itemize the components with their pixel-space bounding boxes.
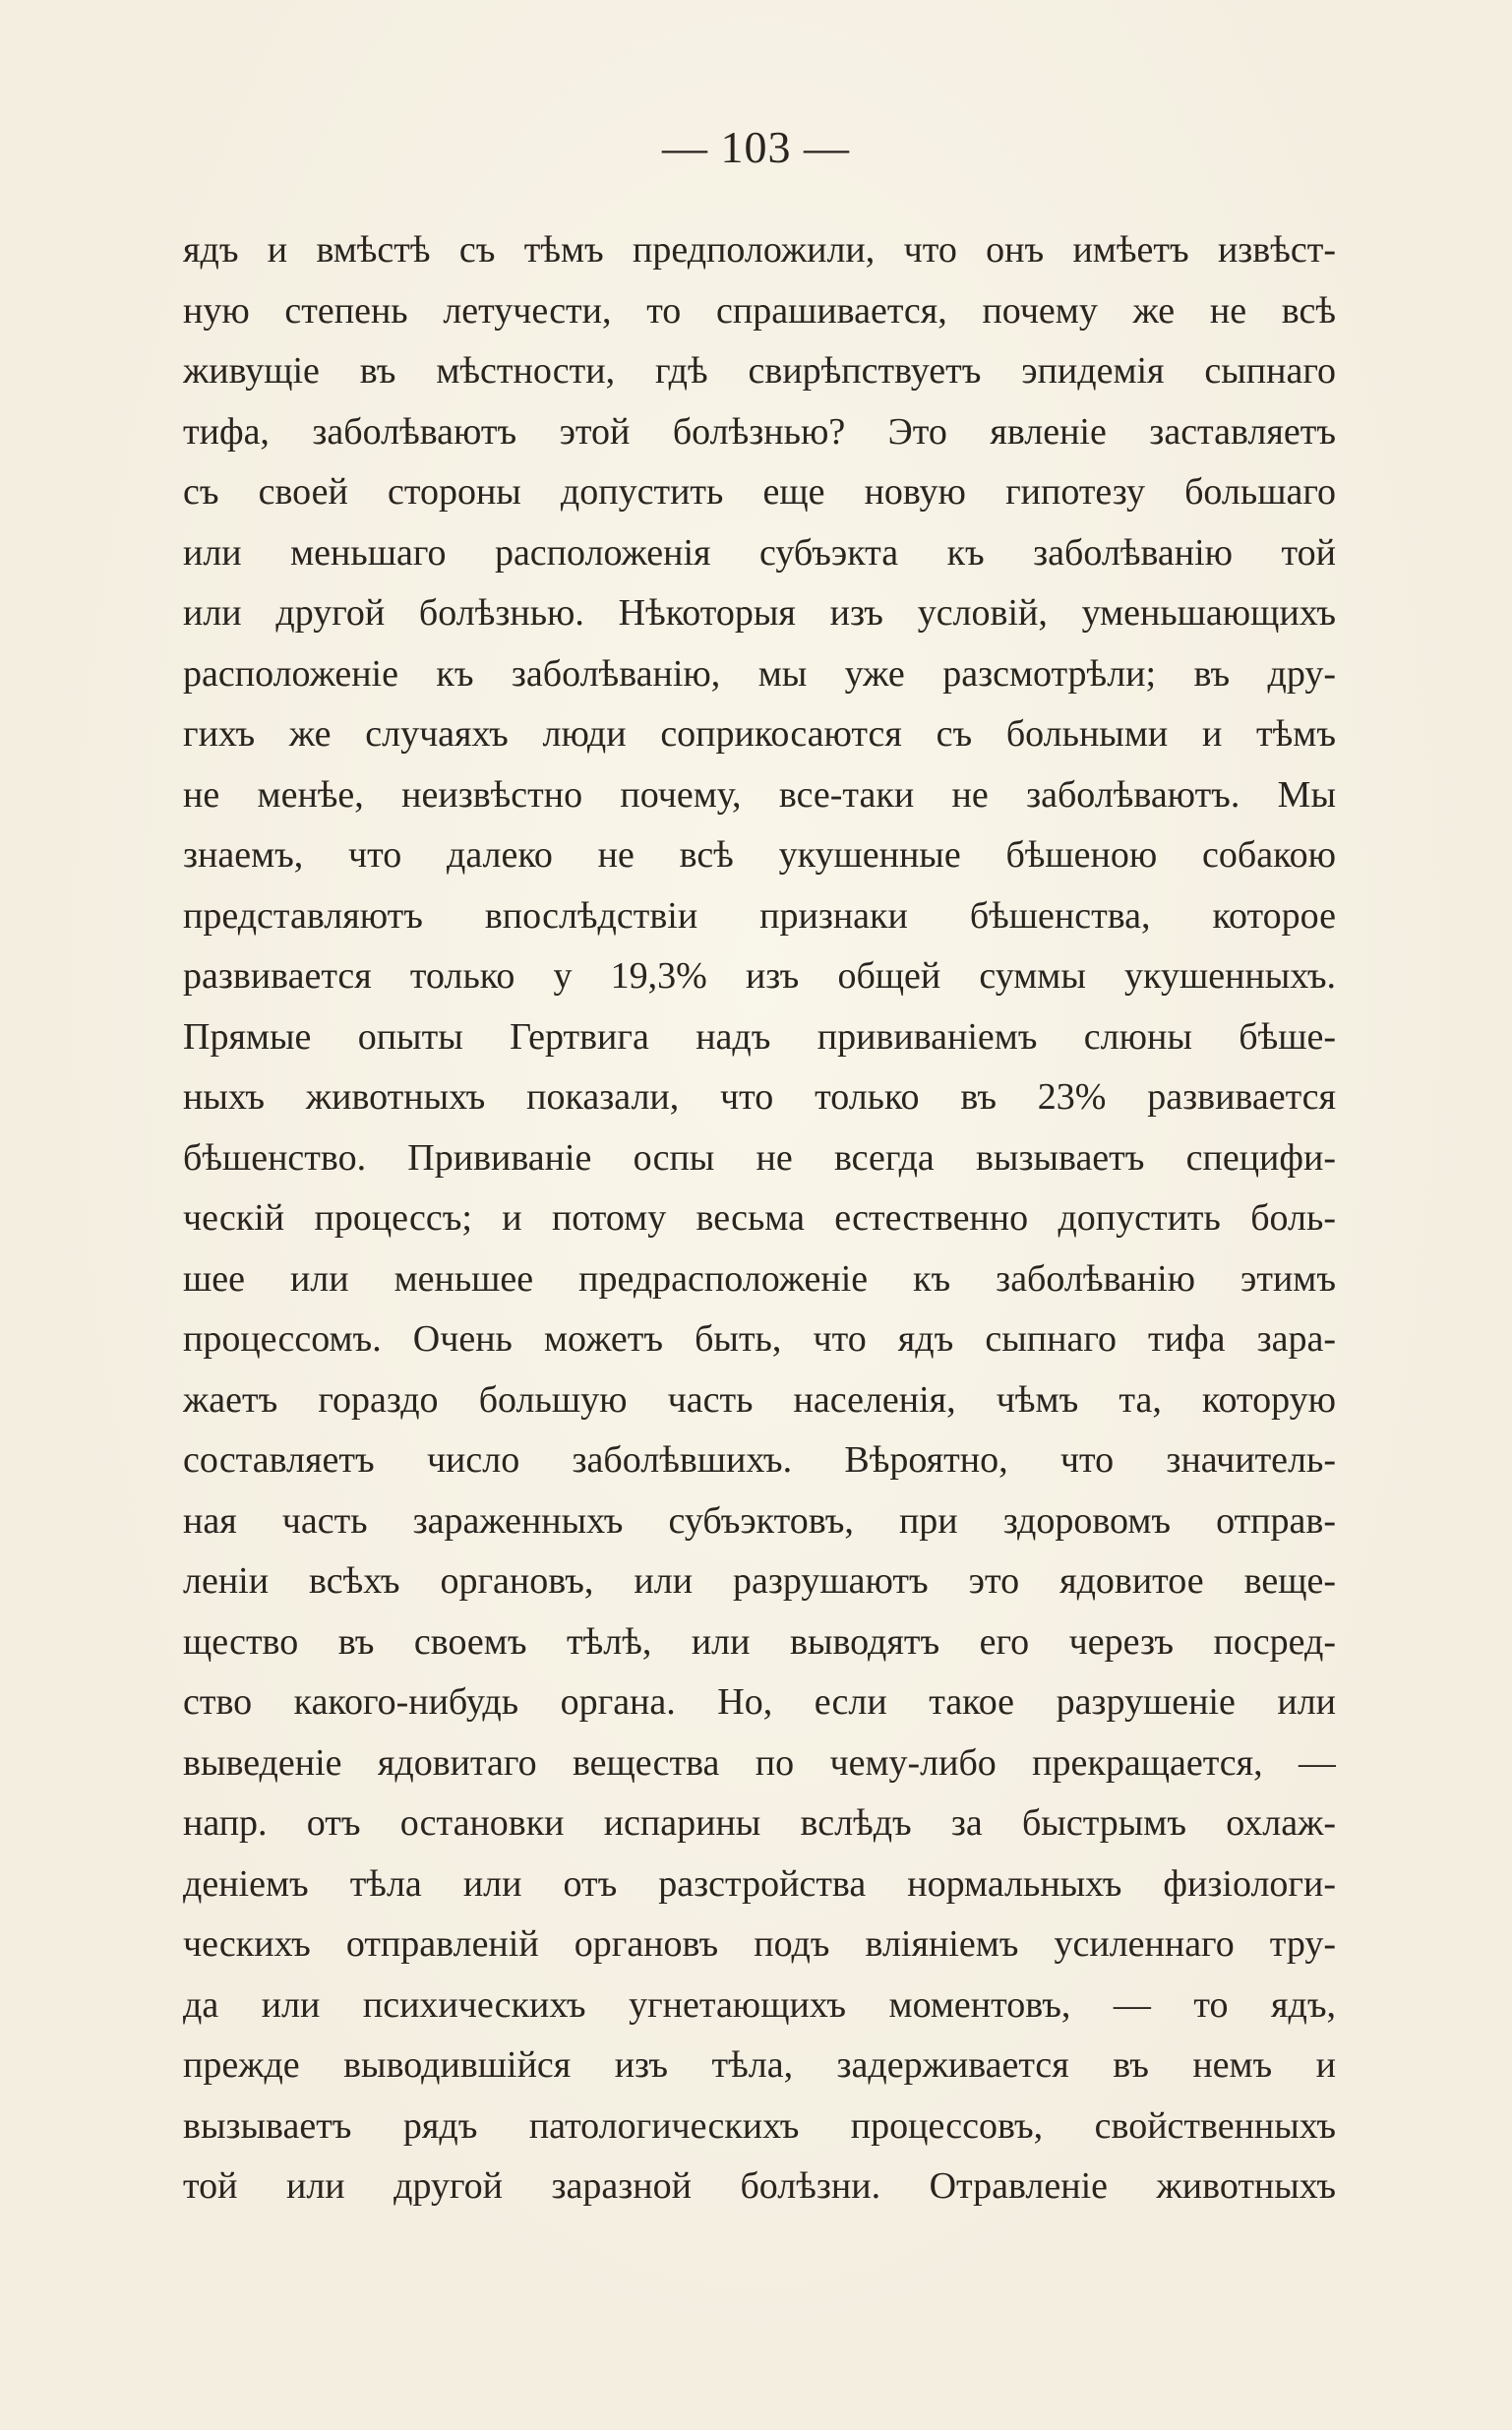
text-line: бѣшенство. Прививаніе оспы не всегда вызываетъ специфи- (183, 1136, 1336, 1179)
text-line: ная часть зараженныхъ субъэктовъ, при здоровомъ отправ- (183, 1499, 1336, 1542)
text-line: знаемъ, что далеко не всѣ укушенные бѣшеною собакою (183, 834, 1336, 876)
text-line: тифа, заболѣваютъ этой болѣзнью? Это явленіе заставляетъ (183, 410, 1336, 453)
text-line: той или другой заразной болѣзни. Отравленіе животныхъ (183, 2165, 1336, 2207)
text-line: гихъ же случаяхъ люди соприкосаются съ больными и тѣмъ (183, 713, 1336, 755)
text-line: вызываетъ рядъ патологическихъ процессовъ, свойственныхъ (183, 2104, 1336, 2147)
text-line: Прямые опыты Гертвига надъ прививаніемъ слюны бѣше- (183, 1015, 1336, 1058)
text-line: да или психическихъ угнетающихъ моментовъ, — то ядъ, (183, 1983, 1336, 2026)
text-line: ядъ и вмѣстѣ съ тѣмъ предположили, что онъ имѣетъ извѣст- (183, 229, 1336, 271)
text-line: жаетъ гораздо большую часть населенія, чѣмъ та, которую (183, 1378, 1336, 1421)
text-line: деніемъ тѣла или отъ разстройства нормальныхъ физіологи- (183, 1862, 1336, 1905)
text-line: щество въ своемъ тѣлѣ, или выводятъ его черезъ посред- (183, 1620, 1336, 1663)
text-line: леніи всѣхъ органовъ, или разрушаютъ это ядовитое веще- (183, 1560, 1336, 1602)
text-line: расположеніе къ заболѣванію, мы уже разсмотрѣли; въ дру- (183, 652, 1336, 695)
text-line: развивается только у 19,3% изъ общей суммы укушенныхъ. (183, 955, 1336, 997)
text-line: живущіе въ мѣстности, гдѣ свирѣпствуетъ эпидемія сыпнаго (183, 350, 1336, 392)
text-line: или меньшаго расположенія субъэкта къ заболѣванію той (183, 531, 1336, 574)
text-line: ство какого-нибудь органа. Но, если такое разрушеніе или (183, 1681, 1336, 1723)
text-line: ныхъ животныхъ показали, что только въ 23% развивается (183, 1076, 1336, 1118)
text-line: не менѣе, неизвѣстно почему, все-таки не заболѣваютъ. Мы (183, 773, 1336, 816)
text-line: ную степень летучести, то спрашивается, почему же не всѣ (183, 289, 1336, 332)
text-line: ческій процессъ; и потому весьма естественно допустить боль- (183, 1197, 1336, 1239)
text-line: процессомъ. Очень можетъ быть, что ядъ сыпнаго тифа зара- (183, 1318, 1336, 1360)
text-line: составляетъ число заболѣвшихъ. Вѣроятно, что значитель- (183, 1439, 1336, 1481)
text-line: шее или меньшее предрасположеніе къ заболѣванію этимъ (183, 1257, 1336, 1300)
text-line: съ своей стороны допустить еще новую гипотезу большаго (183, 471, 1336, 513)
text-line: выведеніе ядовитаго вещества по чему-либо прекращается, — (183, 1741, 1336, 1784)
text-line: представляютъ впослѣдствіи признаки бѣшенства, которое (183, 894, 1336, 937)
body-text (183, 220, 1336, 2217)
text-line: напр. отъ остановки испарины вслѣдъ за быстрымъ охлаж- (183, 1802, 1336, 1844)
text-line: ческихъ отправленій органовъ подъ вліяніемъ усиленнаго тру- (183, 1923, 1336, 1965)
page-number: — 103 — (662, 122, 850, 172)
text-line: или другой болѣзнью. Нѣкоторыя изъ условій, уменьшающихъ (183, 592, 1336, 634)
text-line: прежде выводившійся изъ тѣла, задерживается въ немъ и (183, 2044, 1336, 2086)
